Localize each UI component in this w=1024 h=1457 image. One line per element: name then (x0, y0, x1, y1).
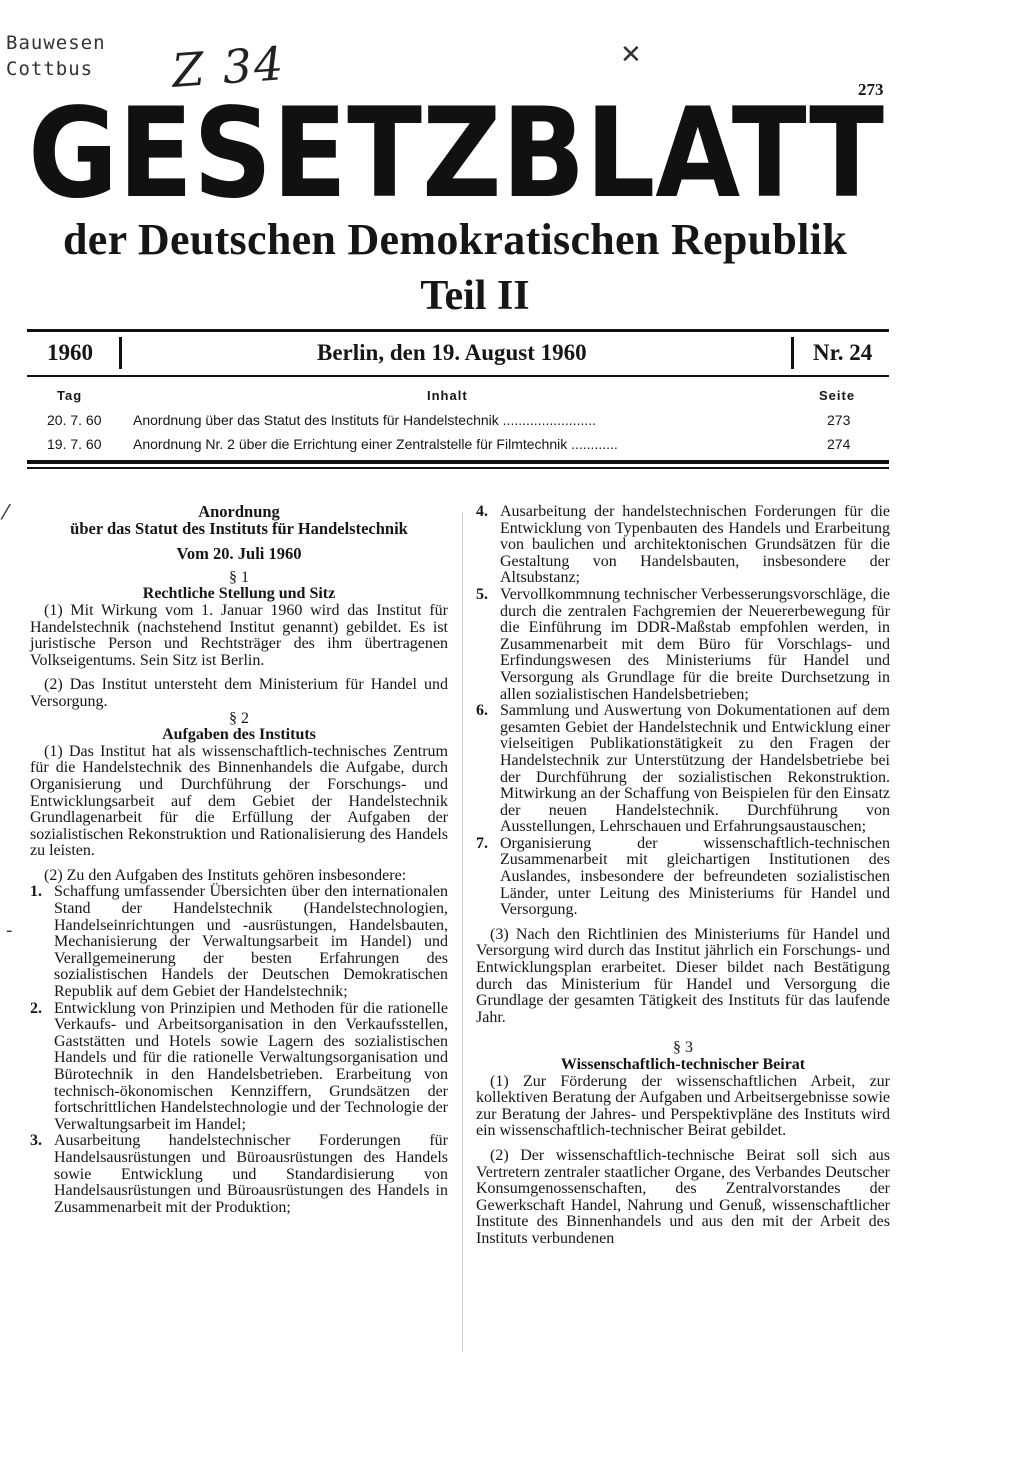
masthead-subtitle: der Deutschen Demokratischen Republik (63, 215, 847, 264)
toc-page: 274 (827, 436, 851, 452)
masthead-title-svg (26, 98, 886, 206)
section-number: § 3 (673, 1039, 693, 1057)
article-date: Vom 20. Juli 1960 (176, 544, 302, 564)
toc-header-day: Tag (57, 388, 83, 403)
section-number: § 1 (229, 568, 249, 586)
handwritten-note: Z 34 (170, 36, 287, 98)
list-item-number: 4. (476, 503, 488, 520)
list-item-number: 6. (476, 702, 488, 720)
list-item (476, 504, 890, 587)
section-number: § 2 (229, 709, 249, 727)
divider (791, 337, 794, 369)
pencil-mark: ⁄ (4, 500, 8, 524)
divider (27, 460, 889, 464)
divider (27, 467, 889, 469)
list-item-number: 1. (30, 883, 42, 901)
masthead-title-text: GESETZBLATT (28, 98, 884, 206)
paragraph: (1) Mit Wirkung vom 1. Januar 1960 wird das Institut für Handelstechnik (nachstehend Institut genannt) gebildet. Es ist juristische Person und Rechtsträger des ihm übertragenen Volkseigentums. Sein Sitz ist Berlin. (30, 601, 448, 669)
list-item-text: Sammlung und Auswertung von Dokumentationen auf dem gesamten Gebiet der Handelstechnik und Entwicklung einer vielseitigen Publikationstätigkeit zu den Fragen der Handelstechnik zur Unterstützung der Handelsbetriebe bei der Durchführung der sozialistischen Rekonstruktion. Mitwirkung an der Schaffung von Beispielen für den Einsatz der neuen Handelstechnik. Durchführung von Ausstellungen, Lehrschauen und Erfahrungsaustauschen; (500, 702, 890, 836)
list-item (30, 1133, 448, 1216)
paragraph: (2) Der wissenschaftlich-technische Beirat soll sich aus Vertretern zentraler staatlicher Organe, des Verbandes Deutscher Konsumgenossenschaften, des Zentralvorstandes der Gewerkschaft Handel, Nahrung und Genuß, wissenschaftlicher Institute des Binnenhandels und aus den mit der Arbeit des Instituts verbundenen (476, 1146, 890, 1247)
article-left-column (30, 504, 448, 1216)
divider (27, 375, 889, 377)
pencil-mark: ✕ (620, 40, 642, 70)
toc-day: 20. 7. 60 (47, 412, 102, 428)
issue-year: 1960 (47, 340, 93, 365)
article-right-column (476, 504, 890, 1248)
list-item-text: Organisierung der wissenschaftlich-technischen Zusammenarbeit mit gleichartigen Institutionen des Auslandes, insbesondere der befreundeten sozialistischen Länder, unter Leitung des Ministeriums für Handel und Versorgung. (500, 834, 890, 919)
list-item-text: Entwicklung von Prinzipien und Methoden für die rationelle Verkaufs- und Arbeitsorganisation in den Verkaufsstellen, Gaststätten und Hotels sowie Lagern des sozialistischen Handels und für die rationelle Verwaltungsorganisation und Bürotechnik in den Handelsbetrieben. Erarbeitung von technisch-ökonomischen Kennziffern, Grundsätzen der fortschrittlichen Handelstechnologie und der Technologie der Verwaltungsarbeit im Handel; (54, 999, 448, 1133)
pencil-mark: - (6, 920, 13, 941)
list-item-text: Schaffung umfassender Übersichten über den internationalen Stand der Handelstechnik (Handelstechnologien, Handelseinrichtungen und -ausrüstungen, Handelsbauten, Mechanisierung der Verwaltungsarbeit im Handel) und Verallgemeinerung der besten Erfahrungen des sozialistischen Handels der Deutschen Demokratischen Republik auf dem Gebiet der Handelstechnik; (54, 883, 448, 1001)
list-item-text: Ausarbeitung handelstechnischer Forderungen für Handelsausrüstungen und Büroausrüstungen des Handels sowie Entwicklung und Standardisierung von Handelsausrüstungen und Büroausrüstungen des Handels in Zusammenarbeit mit der Produktion; (54, 1132, 448, 1216)
divider (119, 337, 122, 369)
list-item (30, 1001, 448, 1134)
paragraph: (2) Das Institut untersteht dem Ministerium für Handel und Versorgung. (30, 676, 448, 710)
article-heading: Anordnung (198, 502, 280, 521)
toc-title[interactable]: Anordnung Nr. 2 über die Errichtung einer Zentralstelle für Filmtechnik ............ (133, 436, 618, 452)
column-divider (462, 512, 463, 1352)
list-item (30, 884, 448, 1000)
toc-page: 273 (827, 412, 851, 428)
list-item-number: 5. (476, 585, 488, 603)
article-heading-subject: über das Statut des Instituts für Handelstechnik (70, 518, 408, 538)
toc-title[interactable]: Anordnung über das Statut des Instituts für Handelstechnik ........................ (133, 412, 597, 428)
list-item (476, 587, 890, 703)
section-title: Wissenschaftlich-technischer Beirat (560, 1056, 806, 1073)
masthead-title (26, 98, 886, 206)
stamp-line: Bauwesen (6, 32, 106, 54)
paragraph: (2) Zu den Aufgaben des Instituts gehören insbesondere: (44, 866, 407, 884)
section-title: Rechtliche Stellung und Sitz (142, 585, 336, 603)
list-item-text: Vervollkommnung technischer Verbesserungsvorschläge, die durch die zentralen Fachgremien der Neuererbewegung für die Einführung im DDR-Maßstab empfohlen werden, in Zusammenarbeit mit dem Büro für Vorschlags- und Erfindungswesen des Ministeriums für Handel und Versorgung als Grundlage für die breite Durchsetzung in allen sozialistischen Handelsbetrieben; (500, 585, 890, 703)
toc-header-page: Seite (819, 388, 856, 403)
paragraph: (3) Nach den Richtlinien des Ministeriums für Handel und Versorgung wird durch das Institut jährlich ein Forschungs- und Entwicklungsplan erarbeitet. Dieser bildet nach Bestätigung durch das Ministerium für Handel und Versorgung die Grundlage der gesamten Tätigkeit des Instituts für das laufende Jahr. (476, 925, 890, 1026)
paragraph: (1) Zur Förderung der wissenschaftlichen Arbeit, zur kollektiven Beratung der Aufgaben und Arbeitsergebnisse sowie zur Beratung der Jahres- und Perspektivpläne des Instituts wird ein wissenschaftlich-technischer Beirat gebildet. (476, 1072, 890, 1140)
list-item-number: 2. (30, 999, 42, 1017)
divider (27, 329, 889, 332)
list-item (476, 836, 890, 919)
issue-number: Nr. 24 (813, 340, 873, 365)
list-item-number: 7. (476, 834, 488, 852)
issue-bar (27, 334, 889, 372)
toc-row[interactable] (27, 436, 889, 458)
toc-row[interactable] (27, 412, 889, 434)
issue-date: Berlin, den 19. August 1960 (317, 340, 587, 365)
list-item-text: Ausarbeitung der handelstechnischen Forderungen für die Entwicklung von Typenbauten des Handels und Erarbeitung von baulichen und architektonischen Grundsätzen für die Gestaltung von Handelsbauten, insbesondere der Altsubstanz; (500, 503, 890, 587)
section-title: Aufgaben des Instituts (162, 726, 316, 744)
toc-header-contents: Inhalt (427, 388, 468, 403)
list-item-number: 3. (30, 1132, 42, 1150)
list-item (476, 703, 890, 836)
toc-day: 19. 7. 60 (47, 436, 102, 452)
masthead-part: Teil II (420, 273, 530, 319)
paragraph: (1) Das Institut hat als wissenschaftlich-technisches Zentrum für die Handelstechnik des Binnenhandels die Aufgabe, durch Organisierung und Durchführung der Forschungs- und Entwicklungsarbeit auf dem Gebiet der Handelstechnik Grundlagenarbeit für die Erfüllung der Aufgaben der sozialistischen Rekonstruktion und Rationalisierung des Handels zu leisten. (30, 742, 448, 860)
page-number: 273 (858, 80, 884, 99)
stamp-line: Cottbus (6, 58, 94, 80)
archive-stamp (6, 30, 106, 82)
